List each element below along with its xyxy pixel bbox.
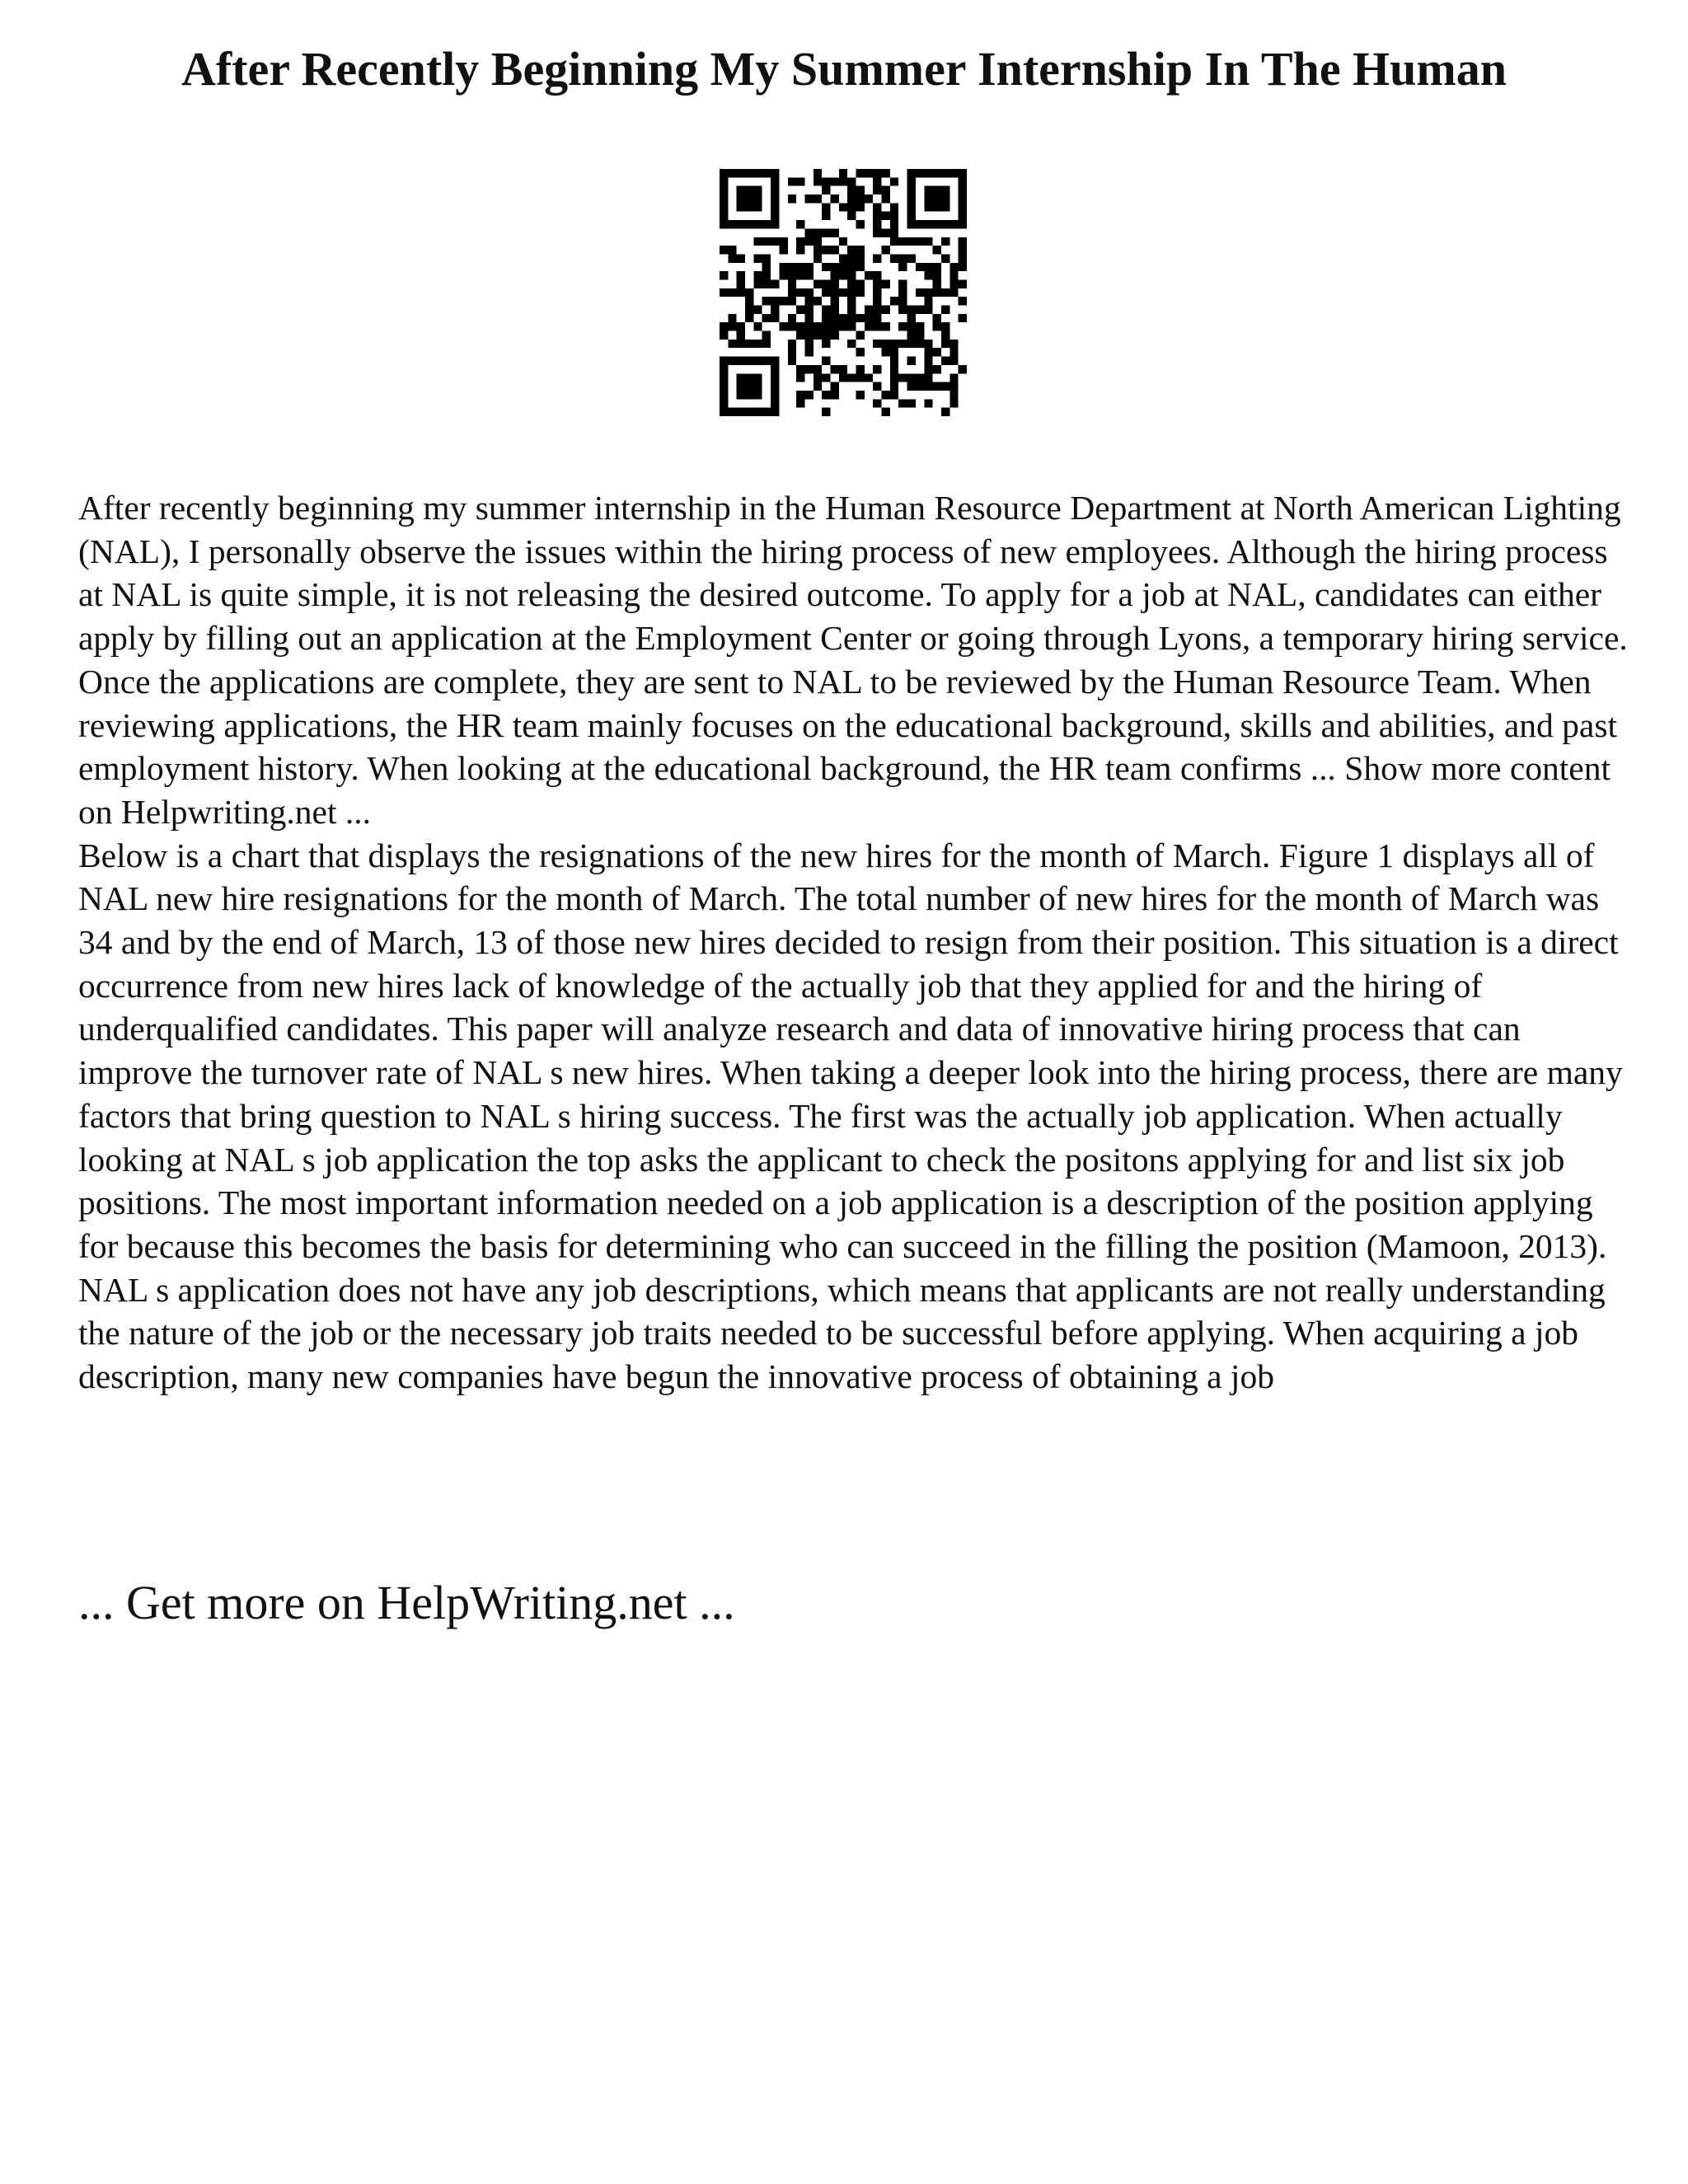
get-more-link[interactable]: ... Get more on HelpWriting.net ... — [78, 1576, 735, 1629]
paragraph-analysis: Below is a chart that displays the resignations of the new hires for the month of March. Figure 1 displays all of NAL new hire resignations for the month of March. The total number of new hires for the month of March was 34 and by the end of March, 13 of those new hires decided to resign from their position. This situation is a direct occurrence from new hires lack of knowledge of the actually job that they applied for and the hiring of underqualified candidates. This paper will analyze research and data of innovative hiring process that can improve the turnover rate of NAL s new hires. When taking a deeper look into the hiring process, there are many factors that bring question to NAL s hiring success. The first was the actually job application. When actually looking at NAL s job application the top asks the applicant to check the positons applying for and list six job positions. The most important information needed on a job application is a description of the position applying for because this becomes the basis for determining who can succeed in the filling the position (Mamoon, 2013). NAL s application does not have any job descriptions, which means that applicants are not really understanding the nature of the job or the necessary job traits needed to be successful before applying. When acquiring a job description, many new companies have begun the innovative process of obtaining a job — [78, 836, 1623, 1396]
document-title: After Recently Beginning My Summer Internship In The Human — [181, 42, 1507, 96]
document-body — [78, 486, 1628, 1399]
paragraph-intro: After recently beginning my summer internship in the Human Resource Department at North American Lighting (NAL), I personally observe the issues within the hiring process of new employees. Although the hiring process at NAL is quite simple, it is not releasing the desired outcome. To apply for a job at NAL, candidates can either apply by filling out an application at the Employment Center or going through Lyons, a temporary hiring service. Once the applications are complete, they are sent to NAL to be reviewed by the Human Resource Team. When reviewing applications, the HR team mainly focuses on the educational background, skills and abilities, and past employment history. When looking at the educational background, the HR team confirms ... Show more content on Helpwriting.net ... — [78, 489, 1628, 831]
qr-code-icon — [720, 169, 967, 416]
